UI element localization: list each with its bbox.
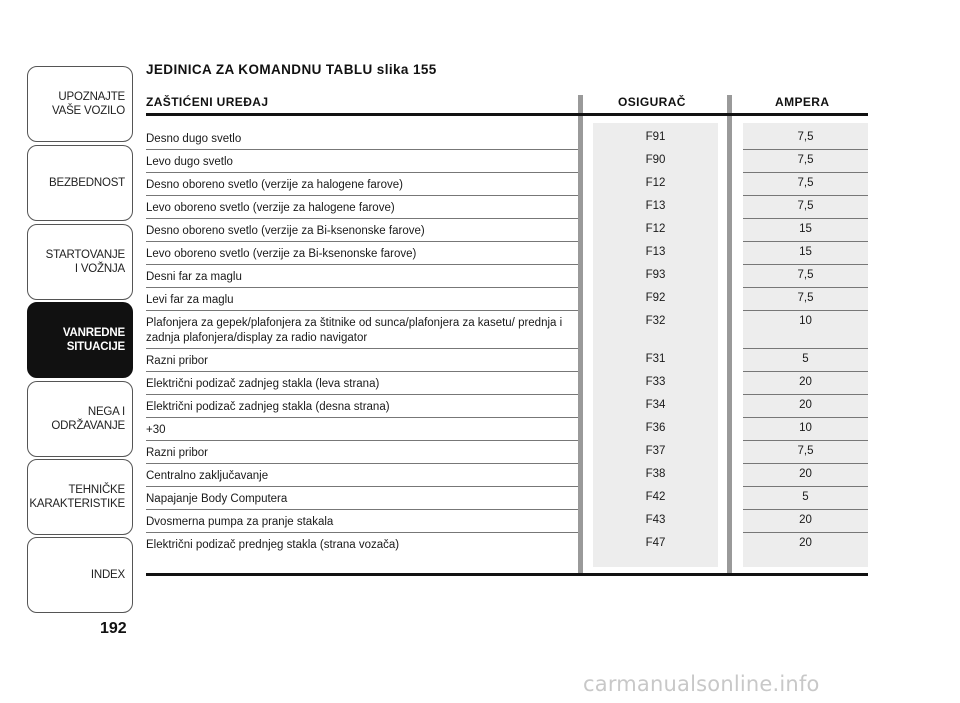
- table-row: [146, 288, 868, 311]
- table-row: [146, 349, 868, 372]
- protected-device-cell: Levo dugo svetlo: [146, 156, 233, 168]
- protected-device-cell: Napajanje Body Computera: [146, 493, 288, 505]
- ampere-cell: 7,5: [797, 269, 814, 281]
- table-bottom-rule: [146, 573, 868, 576]
- protected-device-cell: Desno oboreno svetlo (verzije za halogene farove): [146, 179, 403, 191]
- table-row: [146, 418, 868, 441]
- ampere-cell: 7,5: [797, 154, 814, 166]
- watermark: carmanualsonline.info: [583, 672, 820, 696]
- protected-device-cell: Električni podizač prednjeg stakla (strana vozača): [146, 539, 400, 551]
- table-row: [146, 242, 868, 265]
- fuse-cell: F31: [645, 353, 666, 365]
- fuse-cell: F43: [645, 514, 666, 526]
- section-tab[interactable]: TEHNIČKE KARAKTERISTIKE: [27, 459, 133, 535]
- protected-device-cell: Levo oboreno svetlo (verzije za halogene farove): [146, 202, 395, 214]
- section-tab[interactable]: NEGA I ODRŽAVANJE: [27, 381, 133, 457]
- fuse-cell: F90: [645, 154, 666, 166]
- page-number: 192: [100, 620, 127, 637]
- protected-device-cell: Levo oboreno svetlo (verzije za Bi-ksenonske farove): [146, 248, 417, 260]
- section-tab[interactable]: INDEX: [27, 537, 133, 613]
- table-row: [146, 311, 868, 349]
- ampere-cell: 15: [799, 223, 812, 235]
- section-tab[interactable]: BEZBEDNOST: [27, 145, 133, 221]
- ampere-cell: 7,5: [797, 445, 814, 457]
- protected-device-cell: Razni pribor: [146, 355, 208, 367]
- ampere-cell: 5: [802, 353, 809, 365]
- fuse-cell: F36: [645, 422, 666, 434]
- table-row: [146, 196, 868, 219]
- fuse-cell: F37: [645, 445, 666, 457]
- fuse-cell: F92: [645, 292, 666, 304]
- ampere-cell: 7,5: [797, 177, 814, 189]
- table-row: [146, 127, 868, 150]
- page-title: JEDINICA ZA KOMANDNU TABLU slika 155: [146, 62, 437, 77]
- fuse-cell: F93: [645, 269, 666, 281]
- table-row: [146, 395, 868, 418]
- protected-device-cell: Levi far za maglu: [146, 294, 234, 306]
- protected-device-cell: Plafonjera za gepek/plafonjera za štitnike od sunca/plafonjera za kasetu/ prednja i zadnja plafonjera/display za radio navigator: [146, 317, 563, 344]
- ampere-cell: 20: [799, 399, 812, 411]
- ampere-cell: 7,5: [797, 200, 814, 212]
- ampere-cell: 15: [799, 246, 812, 258]
- table-row: [146, 487, 868, 510]
- protected-device-cell: Električni podizač zadnjeg stakla (leva strana): [146, 378, 380, 390]
- ampere-cell: 10: [799, 422, 812, 434]
- protected-device-cell: Desni far za maglu: [146, 271, 242, 283]
- ampere-cell: 20: [799, 468, 812, 480]
- fuse-cell: F47: [645, 537, 666, 549]
- section-tab[interactable]: STARTOVANJE I VOŽNJA: [27, 224, 133, 300]
- ampere-cell: 20: [799, 537, 812, 549]
- protected-device-cell: Centralno zaključavanje: [146, 470, 269, 482]
- ampere-cell: 10: [799, 315, 812, 327]
- protected-device-cell: +30: [146, 424, 166, 436]
- table-row: [146, 533, 868, 556]
- protected-device-cell: Razni pribor: [146, 447, 208, 459]
- table-row: [146, 372, 868, 395]
- header-fuse: OSIGURAČ: [618, 95, 686, 109]
- table-row: [146, 441, 868, 464]
- ampere-cell: 7,5: [797, 292, 814, 304]
- section-tab[interactable]: UPOZNAJTE VAŠE VOZILO: [27, 66, 133, 142]
- fuse-cell: F12: [645, 223, 666, 235]
- header-ampere: AMPERA: [775, 95, 830, 109]
- fuse-cell: F13: [645, 200, 666, 212]
- protected-device-cell: Dvosmerna pumpa za pranje stakala: [146, 516, 334, 528]
- fuse-cell: F32: [645, 315, 666, 327]
- fuse-table: [146, 127, 868, 556]
- table-row: [146, 150, 868, 173]
- header-rule: [146, 113, 868, 116]
- table-row: [146, 173, 868, 196]
- fuse-cell: F34: [645, 399, 666, 411]
- fuse-cell: F38: [645, 468, 666, 480]
- fuse-cell: F91: [645, 131, 666, 143]
- fuse-cell: F13: [645, 246, 666, 258]
- table-row: [146, 219, 868, 242]
- table-row: [146, 265, 868, 288]
- fuse-cell: F12: [645, 177, 666, 189]
- protected-device-cell: Desno dugo svetlo: [146, 133, 242, 145]
- ampere-cell: 7,5: [797, 131, 814, 143]
- fuse-cell: F33: [645, 376, 666, 388]
- protected-device-cell: Desno oboreno svetlo (verzije za Bi-ksenonske farove): [146, 225, 425, 237]
- ampere-cell: 5: [802, 491, 809, 503]
- header-protected-device: ZAŠTIĆENI UREĐAJ: [146, 95, 269, 109]
- ampere-cell: 20: [799, 514, 812, 526]
- protected-device-cell: Električni podizač zadnjeg stakla (desna strana): [146, 401, 390, 413]
- table-row: [146, 510, 868, 533]
- ampere-cell: 20: [799, 376, 812, 388]
- table-row: [146, 464, 868, 487]
- section-tab[interactable]: VANREDNE SITUACIJE: [27, 302, 133, 378]
- fuse-cell: F42: [645, 491, 666, 503]
